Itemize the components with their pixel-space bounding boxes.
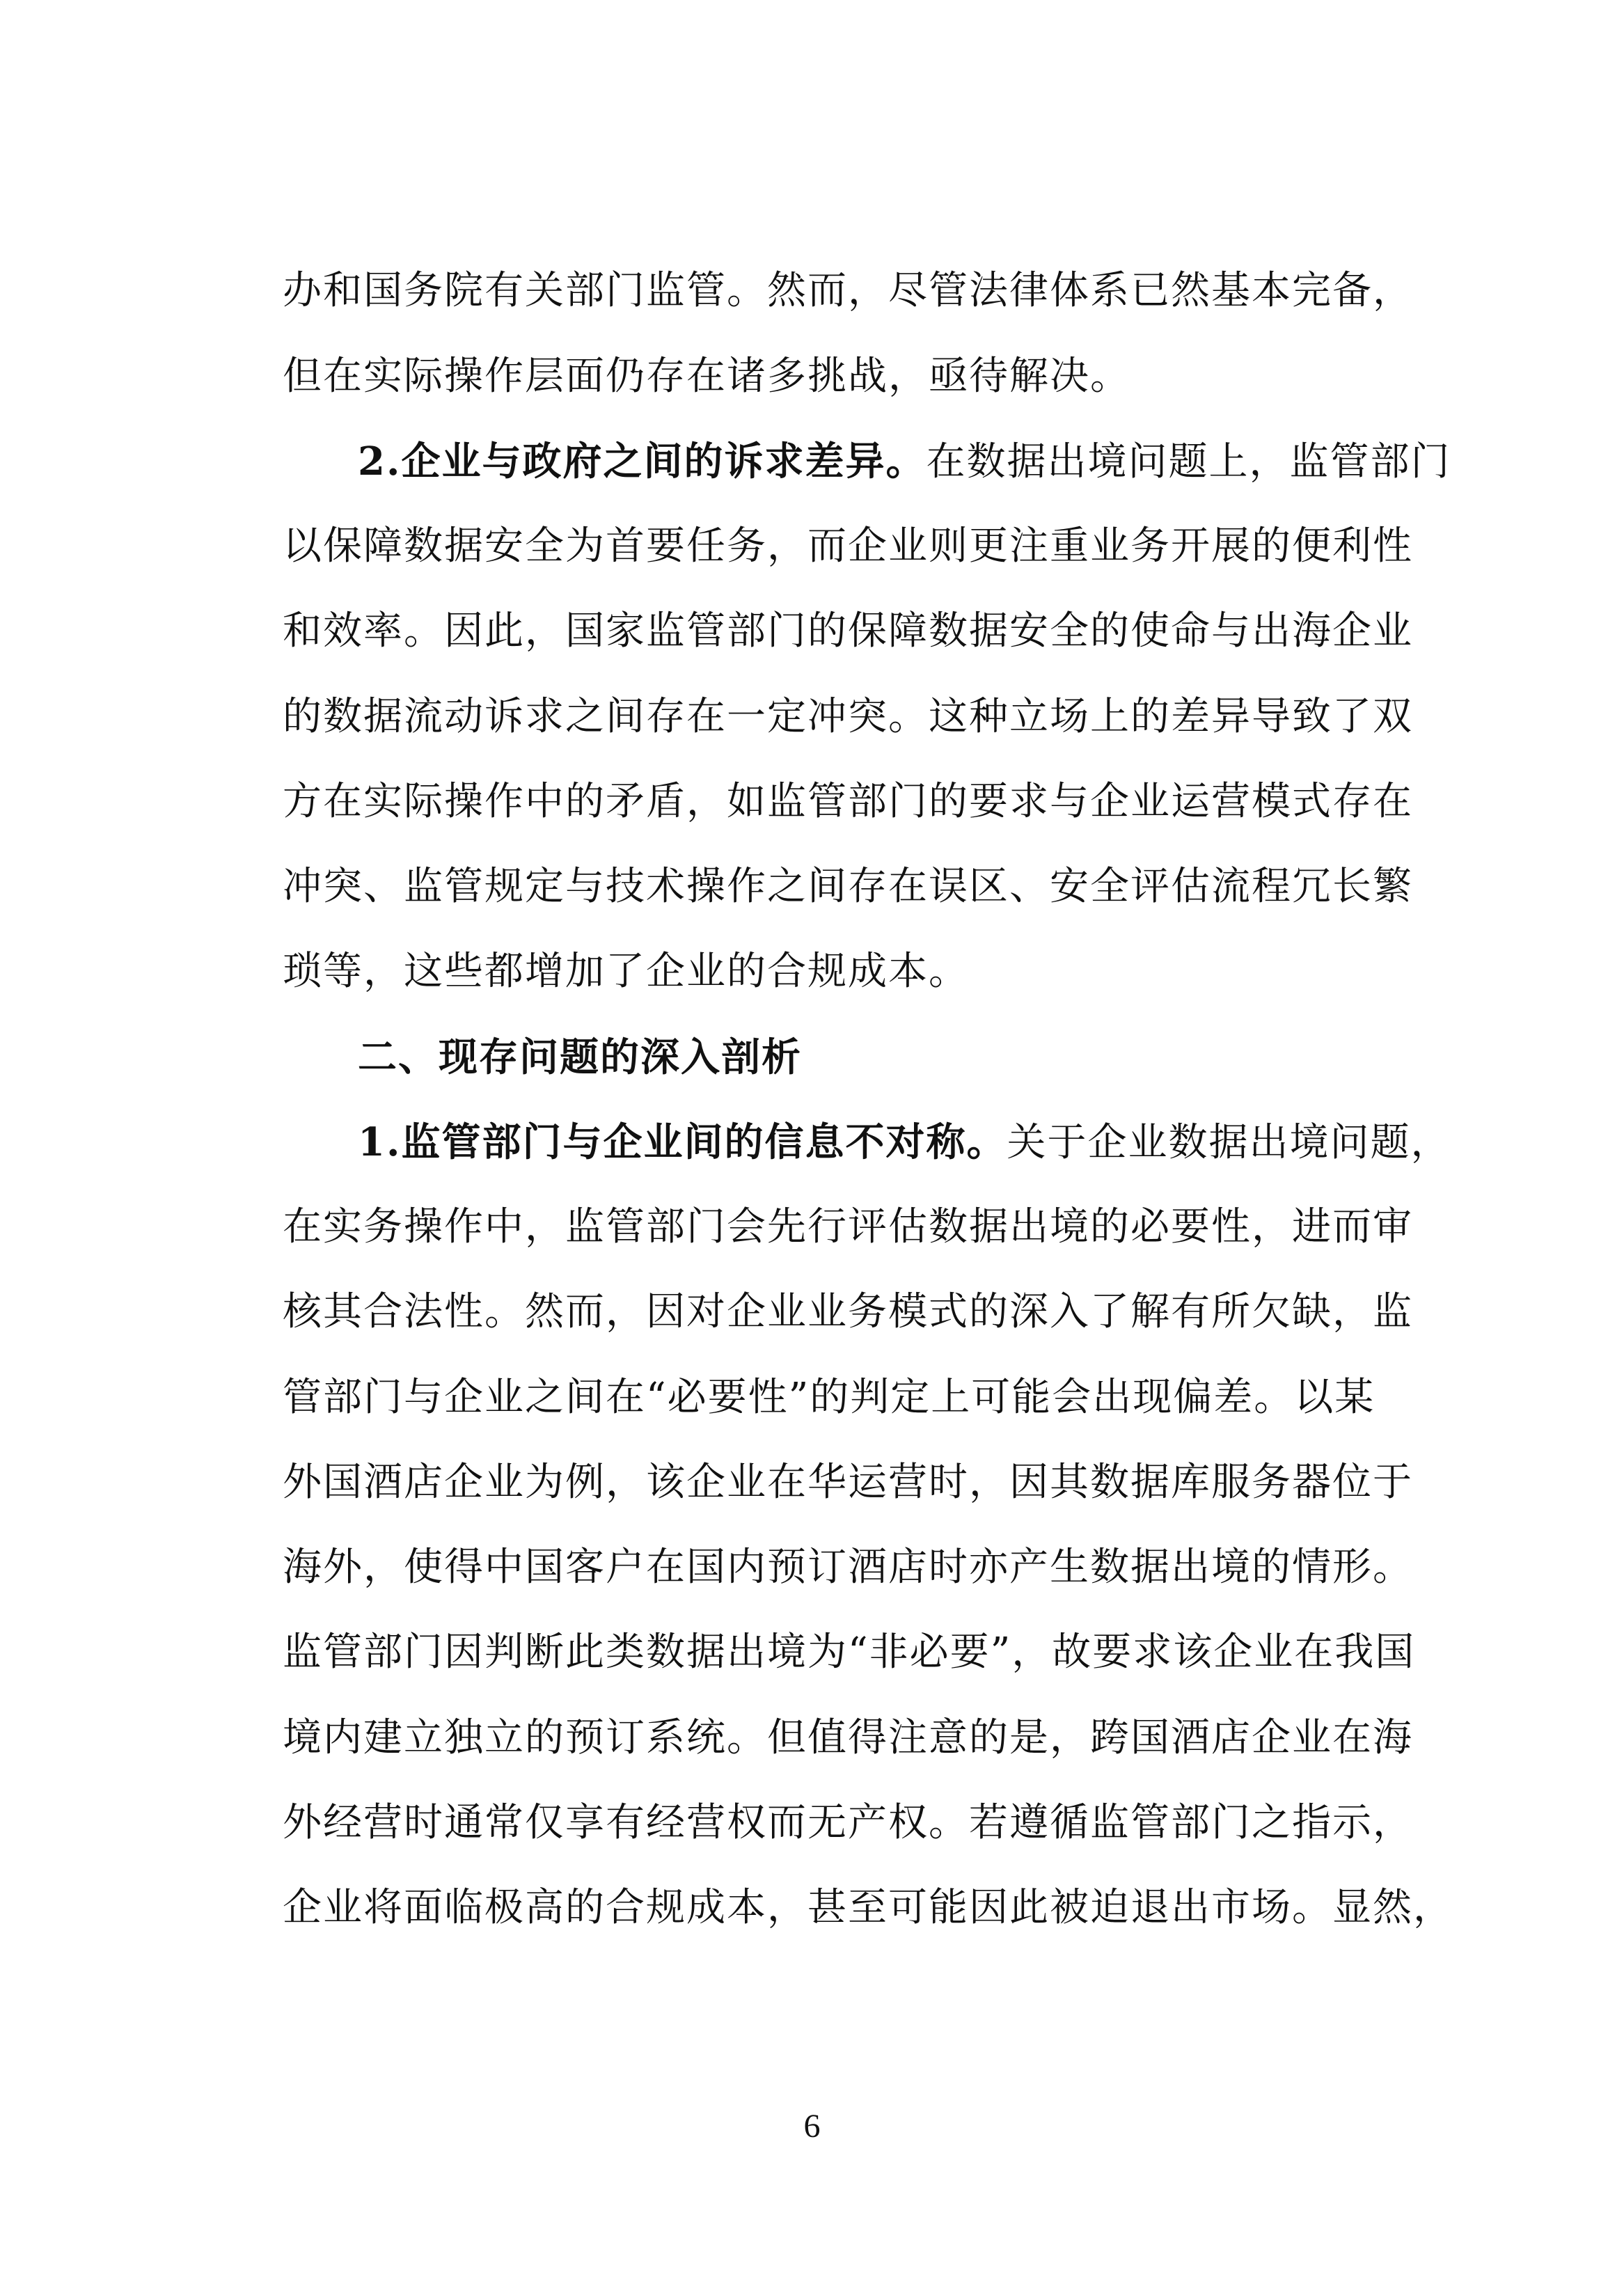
text-line	[283, 522, 1413, 571]
text-run: 以保障数据安全为首要任务，而企业则更注重业务开展的便利性	[283, 523, 1413, 569]
text-line	[283, 1203, 1413, 1252]
text-run: 企业将面临极高的合规成本，甚至可能因此被迫退出市场。显然，	[283, 1885, 1453, 1930]
section-heading	[358, 1033, 1355, 1082]
text-line	[283, 862, 1413, 911]
text-line	[283, 1714, 1413, 1762]
text-run: 琐等，这些都增加了企业的合规成本。	[283, 949, 969, 994]
text-run: 外国酒店企业为例，该企业在华运营时，因其数据库服务器位于	[283, 1460, 1413, 1505]
text-run: 管部门与企业之间在“必要性”的判定上可能会出现偏差。以某	[283, 1375, 1375, 1420]
text-run: 外经营时通常仅享有经营权而无产权。若遵循监管部门之指示，	[283, 1800, 1413, 1845]
text-run: 监管部门因判断此类数据出境为“非必要”，故要求该企业在我国	[283, 1630, 1416, 1675]
text-run: 海外，使得中国客户在国内预订酒店时亦产生数据出境的情形。	[283, 1545, 1413, 1590]
text-run: 和效率。因此，国家监管部门的保障数据安全的使命与出海企业	[283, 608, 1413, 654]
text-line	[358, 1118, 1451, 1167]
text-run: 办和国务院有关部门监管。然而，尽管法律体系已然基本完备，	[283, 268, 1413, 313]
text-line	[283, 693, 1413, 741]
text-run: 方在实际操作中的矛盾，如监管部门的要求与企业运营模式存在	[283, 779, 1413, 824]
text-line	[283, 778, 1413, 826]
bold-run-heading: 1.监管部门与企业间的信息不对称。	[358, 1119, 1007, 1165]
text-run: 境内建立独立的预订系统。但值得注意的是，跨国酒店企业在海	[283, 1715, 1413, 1760]
page-number: 6	[803, 2108, 821, 2145]
text-line	[283, 1458, 1413, 1507]
text-line	[283, 1288, 1413, 1336]
text-line	[283, 1884, 1453, 1932]
text-line	[283, 1799, 1413, 1847]
text-line	[283, 947, 1355, 996]
text-line	[283, 267, 1413, 315]
text-line	[283, 1543, 1413, 1592]
text-line	[283, 1373, 1375, 1422]
text-run: 关于企业数据出境问题，	[1007, 1120, 1451, 1165]
text-line	[283, 352, 1355, 401]
text-run: 冲突、监管规定与技术操作之间存在误区、安全评估流程冗长繁	[283, 864, 1413, 909]
text-run: 但在实际操作层面仍存在诸多挑战，亟待解决。	[283, 354, 1130, 399]
bold-run-heading: 2.企业与政府之间的诉求差异。	[358, 439, 927, 484]
text-line	[283, 1628, 1416, 1677]
text-run: 在实务操作中，监管部门会先行评估数据出境的必要性，进而审	[283, 1204, 1413, 1249]
text-line	[283, 607, 1413, 656]
text-run: 在数据出境问题上，监管部门	[926, 439, 1451, 484]
text-run: 的数据流动诉求之间存在一定冲突。这种立场上的差异导致了双	[283, 694, 1413, 739]
text-run: 核其合法性。然而，因对企业业务模式的深入了解有所欠缺，监	[283, 1289, 1413, 1334]
section-heading-text: 二、现存问题的深入剖析	[358, 1034, 802, 1080]
text-line	[358, 437, 1451, 486]
